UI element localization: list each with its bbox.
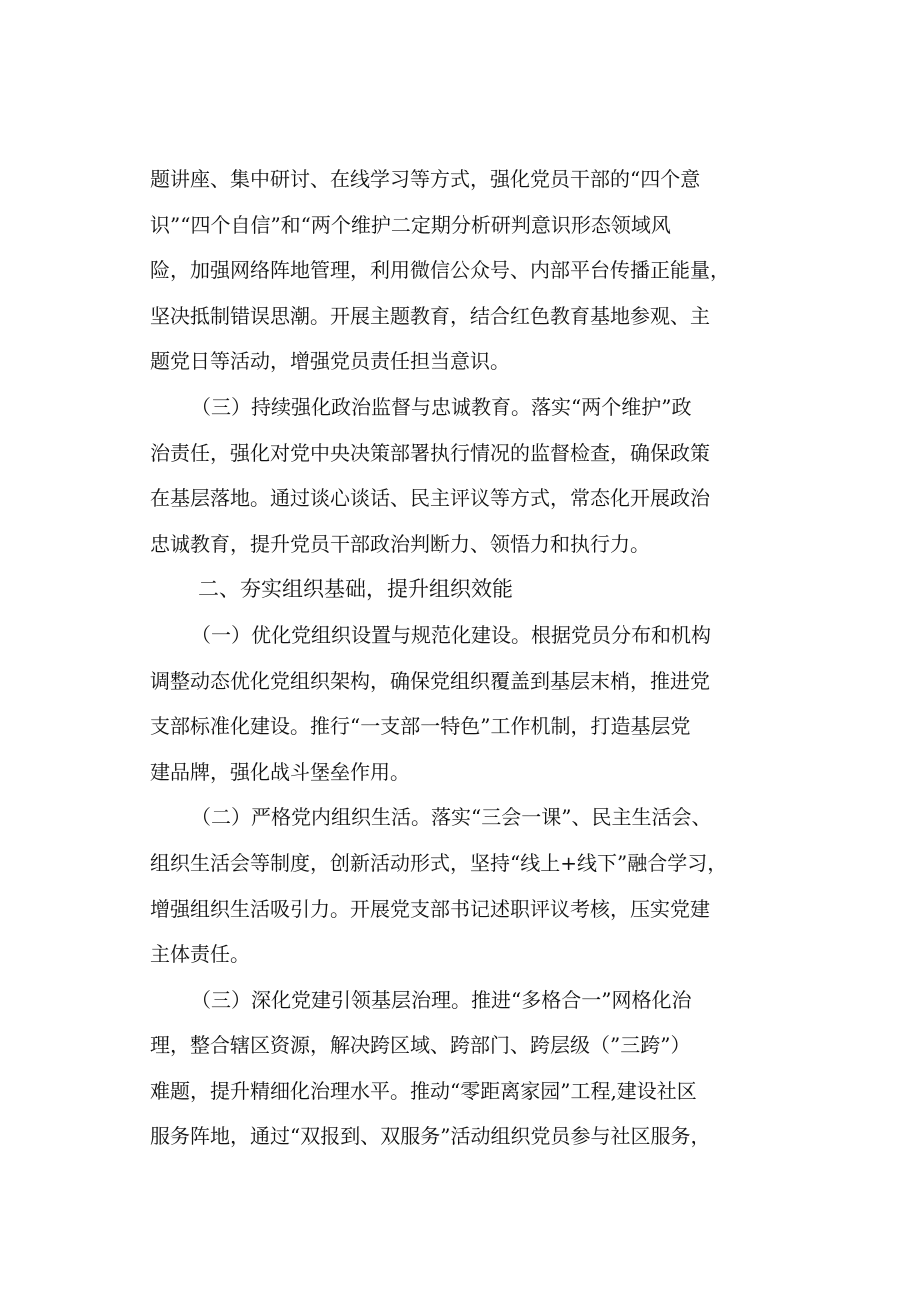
paragraph-organization-life [150, 795, 804, 977]
text-line: 组织生活会等制度，创新活动形式，坚持“线上+线下”融合学习， [150, 850, 728, 875]
text-line: 坚决抵制错误思潮。开展主题教育，结合红色教育基地参观、主 [150, 303, 710, 328]
text-line: 支部标准化建设。推行“一支部一特色”工作机制，打造基层党 [150, 714, 691, 739]
text-line: 建品牌，强化战斗堡垒作用。 [150, 759, 410, 784]
text-line: 题讲座、集中研讨、在线学习等方式，强化党员干部的“四个意 [150, 167, 701, 191]
section-heading-organization [150, 567, 804, 613]
text-line: （二）严格党内组织生活。落实“三会一课”、民主生活会、 [191, 805, 712, 830]
text-line: 治责任，强化对党中央决策部署执行情况的监督检查，确保政策 [150, 440, 710, 465]
paragraph-grassroots-governance [150, 978, 804, 1160]
text-line: 调整动态优化党组织架构，确保党组织覆盖到基层末梢，推进党 [150, 668, 710, 693]
paragraph-political-supervision [150, 385, 804, 567]
text-line: 难题，提升精细化治理水平。推动“零距离家园”工程,建设社区 [150, 1078, 697, 1103]
heading-text: 二、夯实组织基础，提升组织效能 [198, 577, 513, 602]
text-line: 主体责任。 [150, 942, 250, 967]
text-line: （一）优化党组织设置与规范化建设。根据党员分布和机构 [191, 622, 711, 647]
text-line: 险，加强网络阵地管理，利用微信公众号、内部平台传播正能量， [150, 258, 730, 283]
text-line: 在基层落地。通过谈心谈话、民主评议等方式，常态化开展政治 [150, 486, 710, 511]
text-line: 服务阵地，通过“双报到、双服务”活动组织党员参与社区服务， [150, 1124, 711, 1149]
text-line: （三）深化党建引领基层治理。推进“多格合一”网格化治 [191, 987, 692, 1012]
paragraph-organization-setup [150, 613, 804, 795]
text-line: 理，整合辖区资源，解决跨区域、跨部门、跨层级（”三跨”） [150, 1033, 691, 1058]
text-line: （三）持续强化政治监督与忠诚教育。落实“两个维护”政 [191, 394, 692, 419]
text-line: 增强组织生活吸引力。开展党支部书记述职评议考核，压实党建 [150, 896, 710, 921]
paragraph-ideological-education-continued [150, 157, 804, 385]
text-line: 识”“四个自信”和“两个维护二定期分析研判意识形态领域风 [150, 212, 671, 237]
text-line: 题党日等活动，增强党员责任担当意识。 [150, 349, 510, 374]
document-body [150, 157, 804, 1160]
text-line: 忠诚教育，提升党员干部政治判断力、领悟力和执行力。 [150, 531, 650, 556]
